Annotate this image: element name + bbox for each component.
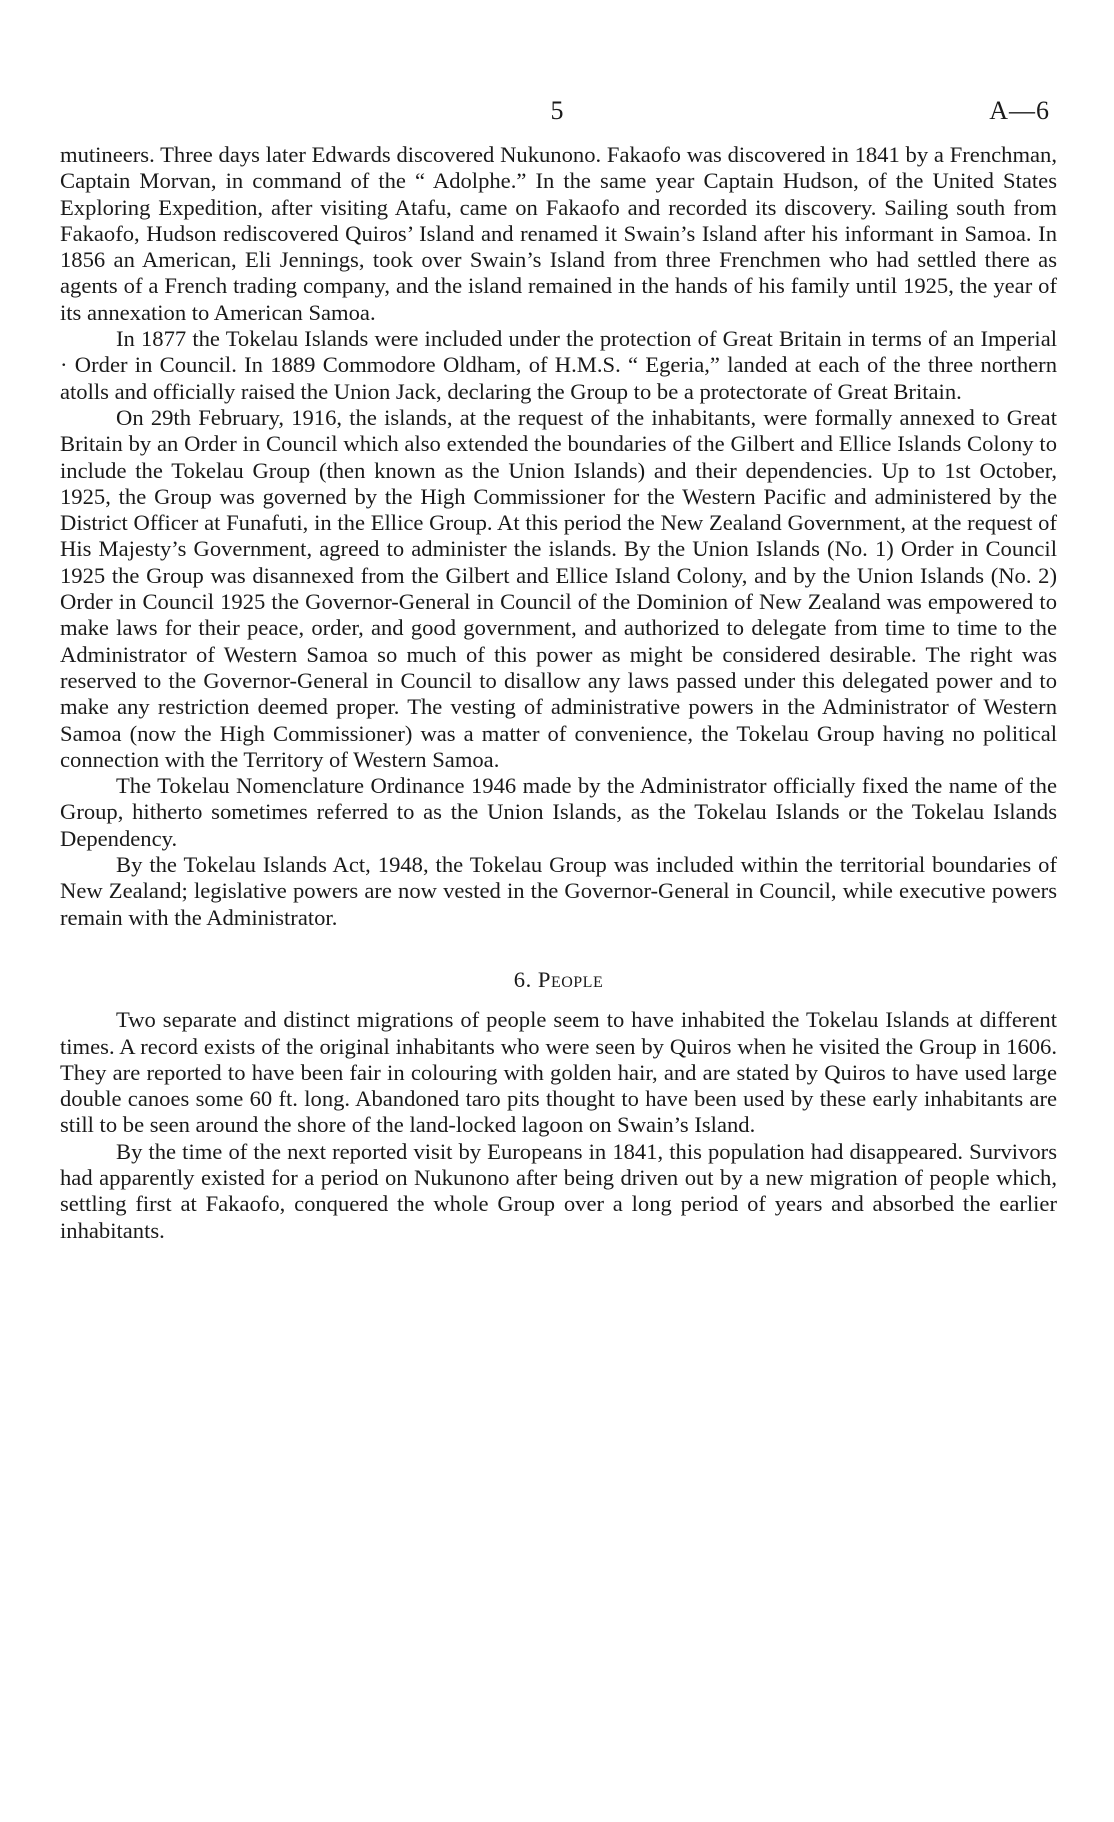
body-text <box>60 142 1057 1244</box>
document-reference: A—6 <box>989 96 1050 125</box>
paragraph: Two separate and distinct migrations of people seem to have inhabited the Tokelau Islands at different times. A record exists of the original inhabitants who were seen by Quiros when he visited the Group in 1606. They are reported to have been fair in colouring with golden hair, and are stated by Quiros to have used large double canoes some 60 ft. long. Abandoned taro pits thought to have been used by these early inhabitants are still to be seen around the shore of the land-locked lagoon on Swain’s Island. <box>60 1007 1057 1138</box>
paragraph: By the Tokelau Islands Act, 1948, the Tokelau Group was included within the territorial boundaries of New Zealand; legislative powers are now vested in the Governor-General in Council, while executive powers remain with the Administrator. <box>60 852 1057 930</box>
paragraph: In 1877 the Tokelau Islands were included under the protection of Great Britain in terms of an Imperial · Order in Council. In 1889 Commodore Oldham, of H.M.S. “ Egeria,” landed at each of the three northern atolls and officially raised the Union Jack, declaring the Group to be a protectorate of Great Britain. <box>60 326 1057 404</box>
section-number: 6. <box>513 966 532 992</box>
paragraph: On 29th February, 1916, the islands, at the request of the inhabitants, were formally annexed to Great Britain by an Order in Council which also extended the boundaries of the Gilbert and Ellice Islands Colony to include the Tokelau Group (then known as the Union Islands) and their dependencies. Up to 1st October, 1925, the Group was governed by the High Commissioner for the Western Pacific and administered by the District Officer at Funafuti, in the Ellice Group. At this period the New Zealand Government, at the request of His Majesty’s Government, agreed to administer the islands. By the Union Islands (No. 1) Order in Council 1925 the Group was disannexed from the Gilbert and Ellice Island Colony, and by the Union Islands (No. 2) Order in Council 1925 the Governor-General in Council of the Dominion of New Zealand was empowered to make laws for their peace, order, and good government, and authorized to delegate from time to time to the Administrator of Western Samoa so much of this power as might be considered desirable. The right was reserved to the Governor-General in Council to disallow any laws passed under this delegated power and to make any restriction deemed proper. The vesting of administrative powers in the Administrator of Western Samoa (now the High Commissioner) was a matter of convenience, the Tokelau Group having no political connection with the Territory of Western Samoa. <box>60 404 1057 772</box>
page-number: 5 <box>550 96 564 125</box>
paragraph: mutineers. Three days later Edwards discovered Nukunono. Fakaofo was discovered in 1841 by a Frenchman, Captain Morvan, in command of the “ Adolphe.” In the same year Captain Hudson, of the United States Exploring Expedition, after visiting Atafu, came on Fakaofo and recorded its discovery. Sailing south from Fakaofo, Hudson rediscovered Quiros’ Island and renamed it Swain’s Island after his informant in Samoa. In 1856 an American, Eli Jennings, took over Swain’s Island from three Frenchmen who had settled there as agents of a French trading company, and the island remained in the hands of his family until 1925, the year of its annexation to American Samoa. <box>60 142 1057 325</box>
section-title: People <box>537 966 604 992</box>
section-heading <box>60 967 1057 993</box>
page-header <box>60 96 1054 128</box>
paragraph: The Tokelau Nomenclature Ordinance 1946 made by the Administrator officially fixed the name of the Group, hitherto sometimes referred to as the Union Islands, as the Tokelau Islands or the Tokelau Islands Dependency. <box>60 773 1057 851</box>
paragraph: By the time of the next reported visit by Europeans in 1841, this population had disappeared. Survivors had apparently existed for a period on Nukunono after being driven out by a new migration of people which, settling first at Fakaofo, conquered the whole Group over a long period of years and absorbed the earlier inhabitants. <box>60 1138 1057 1243</box>
